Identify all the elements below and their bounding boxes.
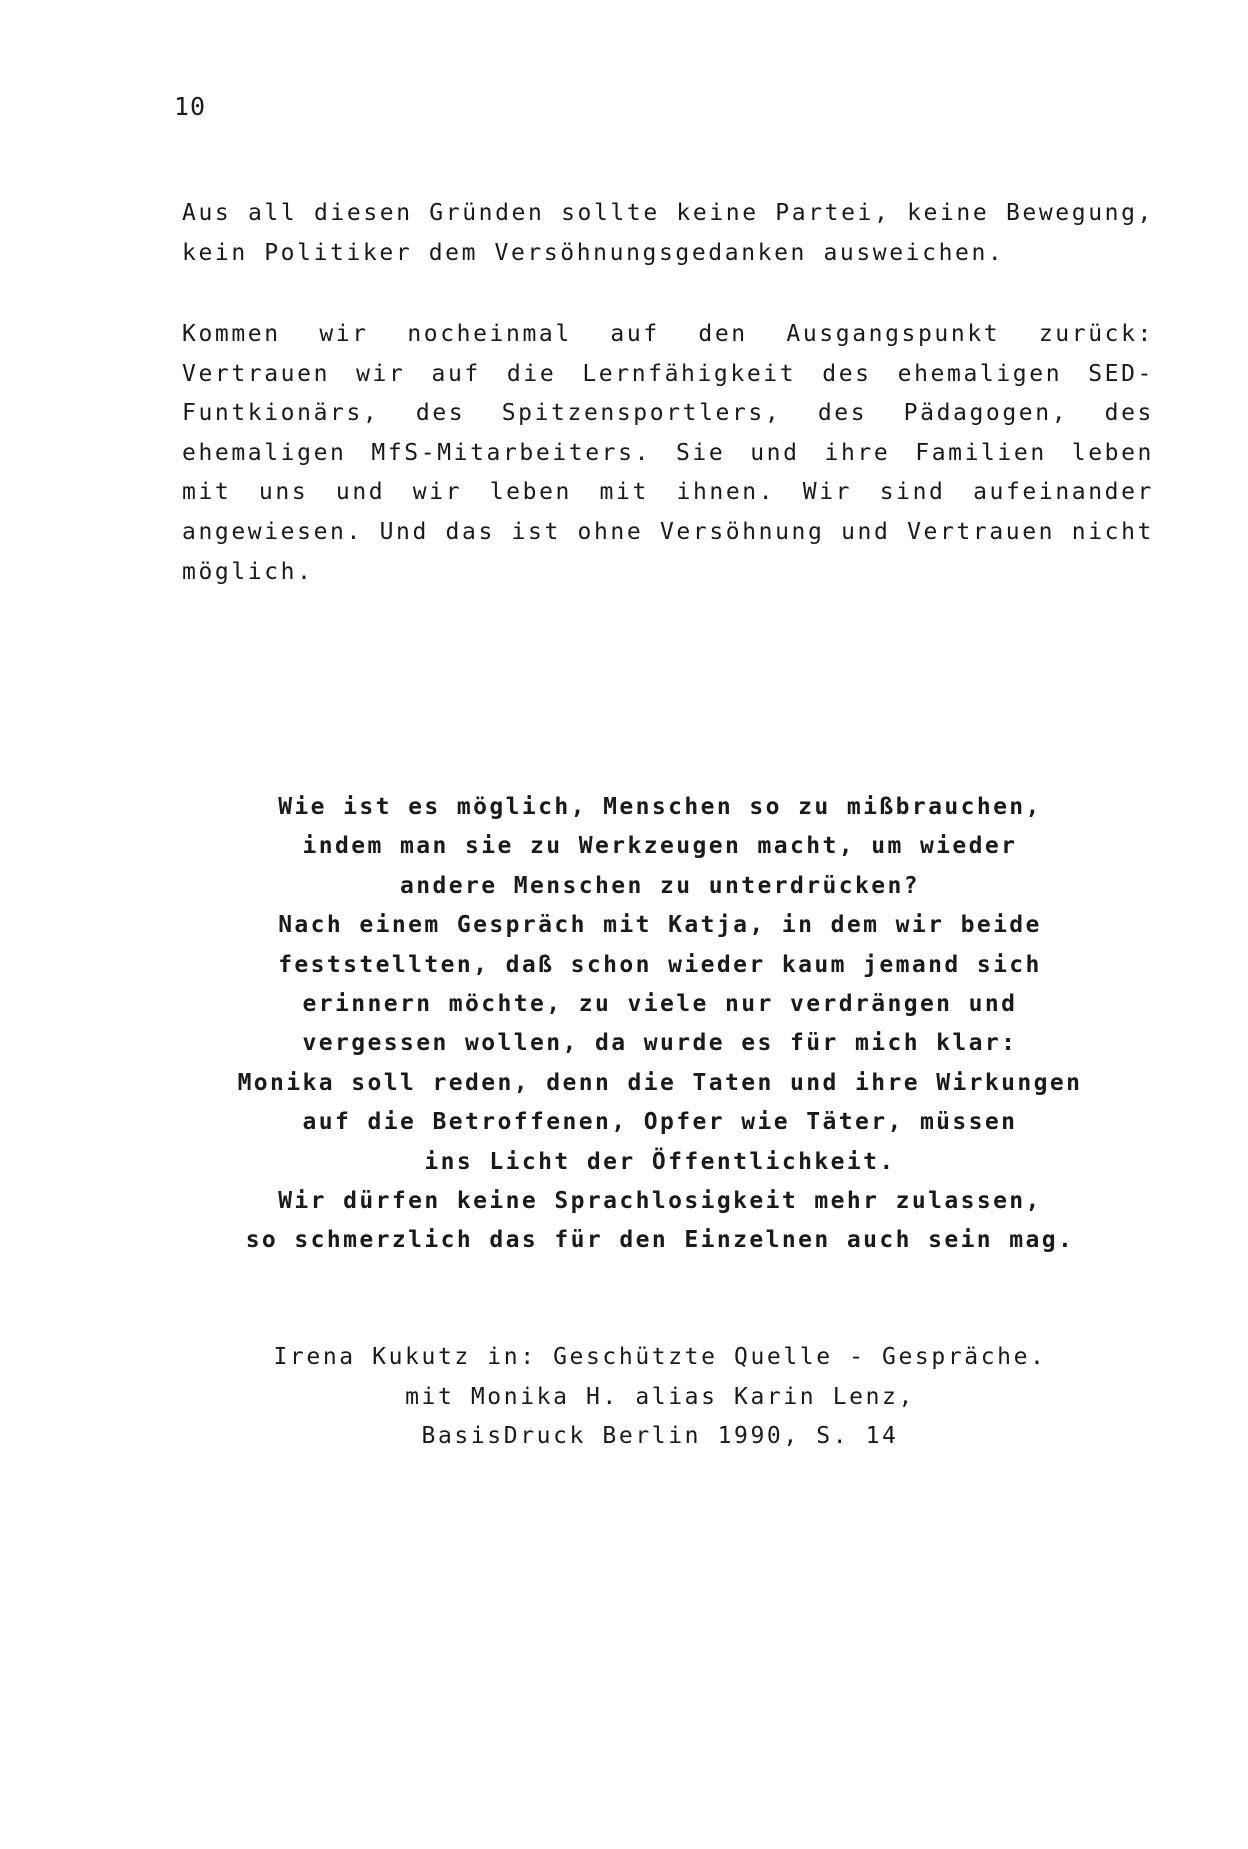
quote-line: feststellten, daß schon wieder kaum jemand sich xyxy=(278,951,1042,978)
citation-line: BasisDruck Berlin 1990, S. 14 xyxy=(421,1423,899,1450)
quote-line: vergessen wollen, da wurde es für mich klar: xyxy=(302,1030,1018,1057)
page-number: 10 xyxy=(174,92,207,121)
epigraph-quote xyxy=(200,788,1120,1261)
quote-line: indem man sie zu Werkzeugen macht, um wieder xyxy=(302,833,1018,860)
quote-line: Nach einem Gespräch mit Katja, in dem wir beide xyxy=(278,912,1042,939)
paragraph-reconciliation: Aus all diesen Gründen sollte keine Partei, keine Bewegung, kein Politiker dem Versöhnungsgedanken ausweichen. xyxy=(182,200,1154,266)
quote-line: andere Menschen zu unterdrücken? xyxy=(400,872,920,899)
quote-line: Wie ist es möglich, Menschen so zu mißbrauchen, xyxy=(278,794,1042,820)
quote-line: auf die Betroffenen, Opfer wie Täter, müssen xyxy=(302,1109,1018,1136)
quote-line: so schmerzlich das für den Einzelnen auch sein mag. xyxy=(245,1227,1075,1254)
quote-citation xyxy=(250,1338,1070,1457)
citation-line: mit Monika H. alias Karin Lenz, xyxy=(405,1383,915,1410)
quote-line: Monika soll reden, denn die Taten und ihre Wirkungen xyxy=(237,1069,1083,1096)
paragraph-trust: Kommen wir nocheinmal auf den Ausgangspunkt zurück: Vertrauen wir auf die Lernfähigkeit des ehemaligen SED-Funtkionärs, des Spitzensportlers, des Pädagogen, des ehemaligen MfS-Mitarbeiters. Sie und ihre Familien leben mit uns und wir leben mit ihnen. Wir sind aufeinander angewiesen. Und das ist ohne Versöhnung und Vertrauen nicht möglich. xyxy=(182,321,1154,585)
quote-line: ins Licht der Öffentlichkeit. xyxy=(424,1148,896,1175)
citation-line: Irena Kukutz in: Geschützte Quelle - Gespräche. xyxy=(273,1344,1047,1370)
quote-line: Wir dürfen keine Sprachlosigkeit mehr zulassen, xyxy=(278,1188,1042,1215)
quote-line: erinnern möchte, zu viele nur verdrängen und xyxy=(302,991,1018,1018)
